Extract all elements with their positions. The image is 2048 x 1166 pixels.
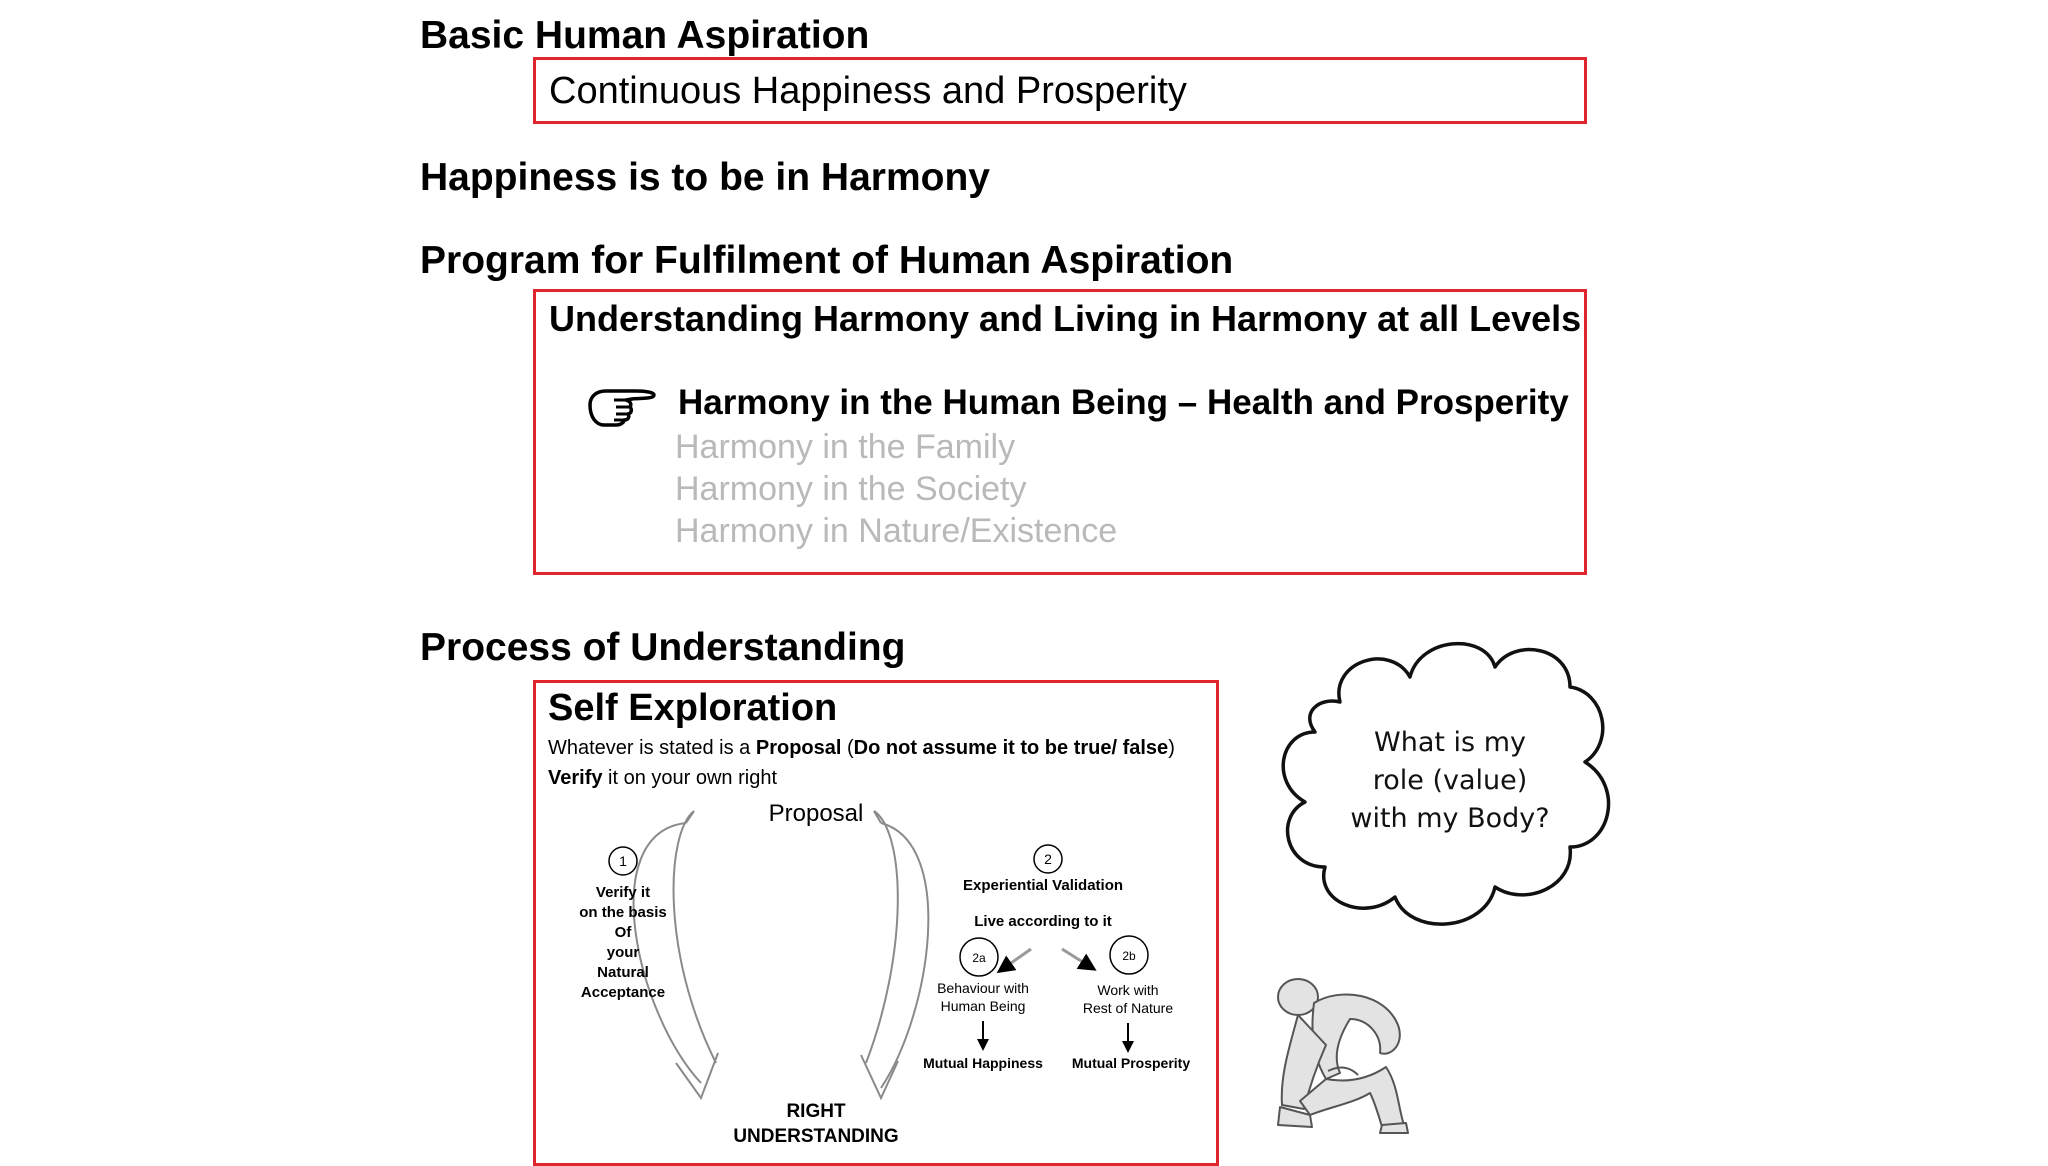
level-human-being: Harmony in the Human Being – Health and Prosperity <box>678 383 1569 422</box>
right-curved-arrow <box>861 811 928 1098</box>
proposal-statement-end: ) <box>1168 737 1175 759</box>
diagram-proposal-label: Proposal <box>768 800 864 827</box>
self-exploration-box <box>533 680 1219 1166</box>
step2a-line: Human Being <box>940 998 1026 1014</box>
heading-process: Process of Understanding <box>420 626 906 669</box>
step2b-line: Work with <box>1097 982 1159 998</box>
mutual-prosperity-label: Mutual Prosperity <box>1071 1055 1191 1071</box>
cloud-question <box>1270 724 1630 838</box>
heading-program: Program for Fulfilment of Human Aspiration <box>420 239 1234 282</box>
program-box-title: Understanding Harmony and Living in Harmony at all Levels <box>549 298 1582 339</box>
aspiration-box <box>533 57 1587 124</box>
aspiration-text: Continuous Happiness and Prosperity <box>549 70 1187 112</box>
right-understanding-label <box>733 1101 898 1147</box>
step2-number: 2 <box>1044 851 1052 867</box>
step1-number: 1 <box>619 853 627 869</box>
experiential-validation-label: Experiential Validation <box>962 877 1124 894</box>
step1-line: Of <box>614 924 632 941</box>
step2a-number: 2a <box>972 951 986 965</box>
right-understanding-line: UNDERSTANDING <box>733 1126 899 1147</box>
right-understanding-line: RIGHT <box>786 1101 846 1122</box>
step1-text <box>579 884 667 1001</box>
step1-line: Verify it <box>595 884 651 901</box>
proposal-statement-paren: ( <box>841 737 854 759</box>
verify-word: Verify <box>548 767 603 789</box>
proposal-word: Proposal <box>755 737 842 759</box>
proposal-statement-prefix: Whatever is stated is a <box>548 737 756 759</box>
mutual-happiness-label: Mutual Happiness <box>923 1055 1043 1071</box>
cloud-question-line: What is my <box>1374 727 1526 758</box>
understanding-process-diagram <box>536 683 1216 1163</box>
thought-cloud <box>1270 632 1630 942</box>
cloud-question-line: with my Body? <box>1350 803 1550 834</box>
thinking-figure-icon <box>1270 975 1430 1135</box>
verify-statement-rest: it on your own right <box>602 767 778 789</box>
level-society: Harmony in the Society <box>675 470 1027 508</box>
step1-line: your <box>606 944 640 961</box>
arrow-to-2a <box>1004 949 1031 968</box>
live-according-label: Live according to it <box>974 913 1112 930</box>
step1-line: Acceptance <box>580 984 666 1001</box>
step2a-line: Behaviour with <box>937 980 1029 996</box>
step2b-number: 2b <box>1122 949 1136 963</box>
pointing-hand-icon <box>586 383 658 427</box>
self-exploration-title: Self Exploration <box>548 687 838 729</box>
step1-line: on the basis <box>579 904 667 921</box>
heading-happiness-harmony: Happiness is to be in Harmony <box>420 156 990 199</box>
step2b-text <box>1083 982 1173 1016</box>
step1-line: Natural <box>597 964 649 981</box>
do-not-assume-text: Do not assume it to be true/ false <box>853 737 1169 759</box>
program-box <box>533 289 1587 575</box>
arrow-to-2b <box>1062 949 1089 966</box>
step2b-line: Rest of Nature <box>1082 1000 1174 1016</box>
level-nature: Harmony in Nature/Existence <box>675 512 1118 550</box>
heading-basic-aspiration: Basic Human Aspiration <box>420 14 870 57</box>
level-family: Harmony in the Family <box>675 428 1016 466</box>
cloud-question-line: role (value) <box>1372 765 1528 796</box>
step2a-text <box>937 980 1029 1014</box>
left-curved-arrow <box>634 811 718 1098</box>
